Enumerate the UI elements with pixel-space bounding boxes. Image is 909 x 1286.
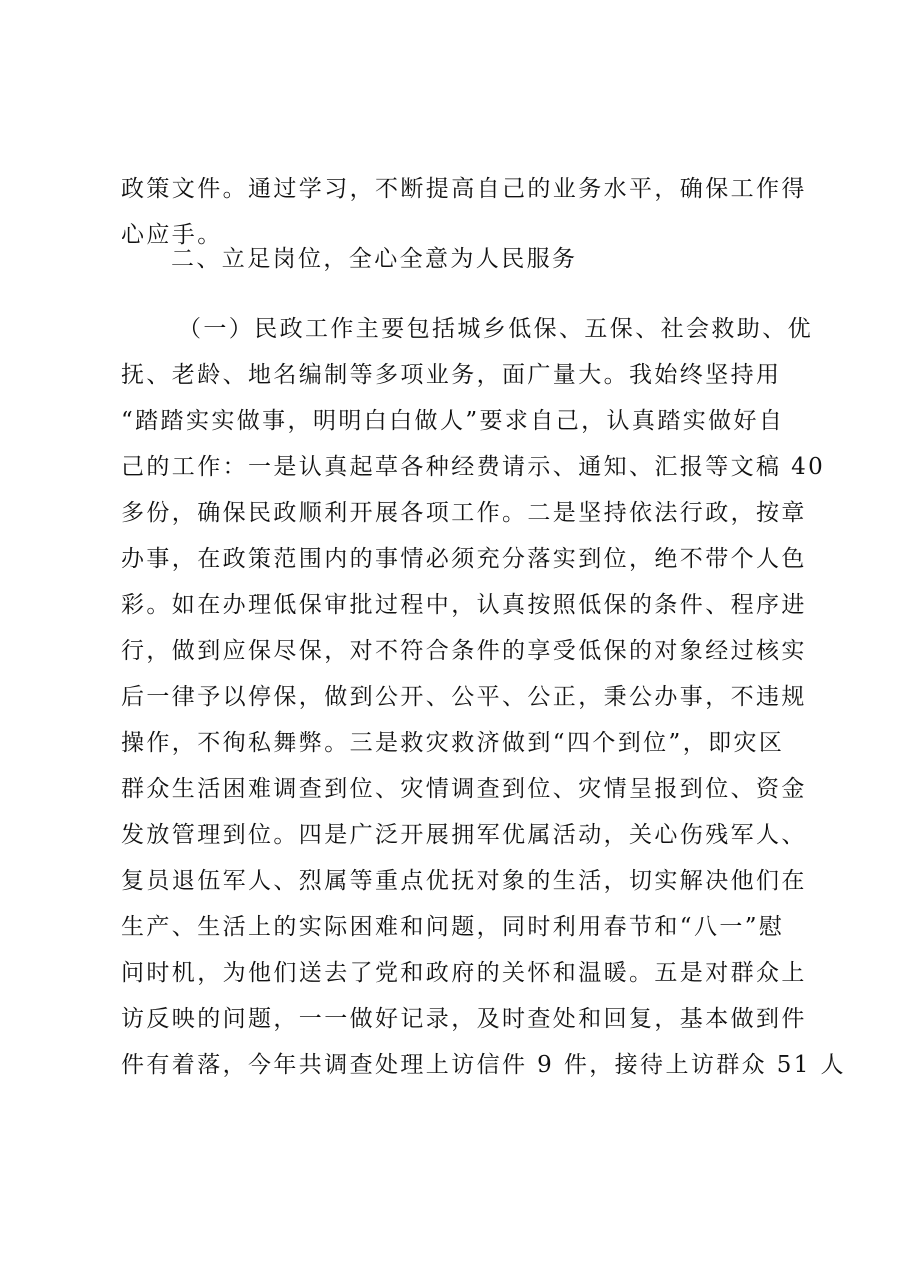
paragraph-line: 操作，不徇私舞弊。三是救灾救济做到“四个到位”，即灾区 — [121, 730, 785, 756]
text-line: 心应手。 — [121, 222, 223, 248]
paragraph-line: 抚、老龄、地名编制等多项业务，面广量大。我始终坚持用 — [121, 362, 782, 388]
paragraph-line: 多份，确保民政顺利开展各项工作。二是坚持依法行政，按章 — [121, 500, 807, 526]
paragraph-line: “踏踏实实做事，明明白白做人”要求自己，认真踏实做好自 — [121, 408, 785, 434]
paragraph-line: （一）民政工作主要包括城乡低保、五保、社会救助、优 — [178, 316, 813, 342]
paragraph-line: 发放管理到位。四是广泛开展拥军优属活动，关心伤残军人、 — [121, 822, 807, 848]
section-heading: 二、立足岗位，全心全意为人民服务 — [171, 246, 578, 272]
paragraph-line: 后一律予以停保，做到公开、公平、公正，秉公办事，不违规 — [121, 684, 807, 710]
body-paragraph — [121, 306, 846, 1088]
paragraph-line: 生产、生活上的实际困难和问题，同时利用春节和“八一”慰 — [121, 914, 785, 940]
paragraph-line: 办事，在政策范围内的事情必须充分落实到位，绝不带个人色 — [121, 546, 807, 572]
section-heading-block — [121, 236, 801, 282]
paragraph-line: 问时机，为他们送去了党和政府的关怀和温暖。五是对群众上 — [121, 960, 807, 986]
paragraph-line: 复员退伍军人、烈属等重点优抚对象的生活，切实解决他们在 — [121, 868, 807, 894]
paragraph-line: 访反映的问题，一一做好记录，及时查处和回复，基本做到件 — [121, 1006, 807, 1032]
paragraph-line: 己的工作：一是认真起草各种经费请示、通知、汇报等文稿 40 — [121, 454, 826, 480]
text-line: 政策文件。通过学习，不断提高自己的业务水平，确保工作得 — [121, 176, 807, 202]
paragraph-line: 彩。如在办理低保审批过程中，认真按照低保的条件、程序进 — [121, 592, 807, 618]
paragraph-line: 群众生活困难调查到位、灾情调查到位、灾情呈报到位、资金 — [121, 776, 807, 802]
paragraph-line: 件有着落，今年共调查处理上访信件 9 件，接待上访群众 51 人 — [121, 1052, 846, 1078]
paragraph-line: 行，做到应保尽保，对不符合条件的享受低保的对象经过核实 — [121, 638, 807, 664]
